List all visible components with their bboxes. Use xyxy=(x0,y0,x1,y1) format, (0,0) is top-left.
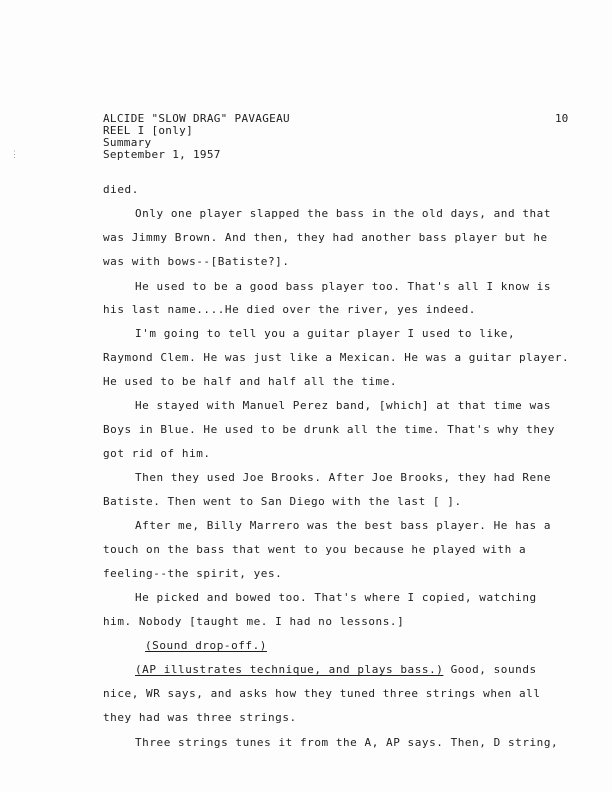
text-line: He used to be a good bass player too. That's all I know is xyxy=(135,280,552,293)
text-line: him. Nobody [taught me. I had no lessons.] xyxy=(103,615,405,628)
text-line: Raymond Clem. He was just like a Mexican. He was a guitar player. xyxy=(103,351,570,364)
text-line: He used to be half and half all the time. xyxy=(103,375,398,388)
text-line: feeling--the spirit, yes. xyxy=(103,567,283,580)
text-line: his last name....He died over the river, yes indeed. xyxy=(103,303,476,316)
text-line: Boys in Blue. He used to be drunk all the time. That's why they xyxy=(103,423,555,436)
text-line: He picked and bowed too. That's where I copied, watching xyxy=(135,591,537,604)
text-line: Batiste. Then went to San Diego with the last [ ]. xyxy=(103,495,462,508)
sound-note-text: (Sound drop-off.) xyxy=(145,639,267,652)
text-line: touch on the bass that went to you because he played with a xyxy=(103,543,527,556)
text-line: they had was three strings. xyxy=(103,711,297,724)
text-fragment: Good, sounds xyxy=(443,663,537,676)
document-title: ALCIDE "SLOW DRAG" PAVAGEAU xyxy=(103,112,290,125)
text-line: He stayed with Manuel Perez band, [which] at that time was xyxy=(135,399,552,412)
text-line: got rid of him. xyxy=(103,447,211,460)
text-line xyxy=(135,663,537,677)
text-line: died. xyxy=(103,183,139,196)
text-line: Three strings tunes it from the A, AP says. Then, D string, xyxy=(135,736,559,749)
text-line: was Jimmy Brown. And then, they had another bass player but he xyxy=(103,231,548,244)
text-line: I'm going to tell you a guitar player I used to like, xyxy=(135,327,516,340)
document-type: Summary xyxy=(103,136,152,149)
text-line: nice, WR says, and asks how they tuned three strings when all xyxy=(103,687,541,700)
reel-label: REEL I [only] xyxy=(103,124,193,137)
page-number: 10 xyxy=(555,112,569,125)
text-line: Then they used Joe Brooks. After Joe Brooks, they had Rene xyxy=(135,471,552,484)
scan-mark: ⋮ xyxy=(10,150,19,160)
text-line: Only one player slapped the bass in the old days, and that xyxy=(135,207,552,220)
document-date: September 1, 1957 xyxy=(103,148,221,161)
stage-direction: (AP illustrates technique, and plays bass.) xyxy=(135,663,444,676)
text-line: After me, Billy Marrero was the best bass player. He has a xyxy=(135,519,552,532)
text-line: was with bows--[Batiste?]. xyxy=(103,255,290,268)
sound-note xyxy=(145,639,267,653)
